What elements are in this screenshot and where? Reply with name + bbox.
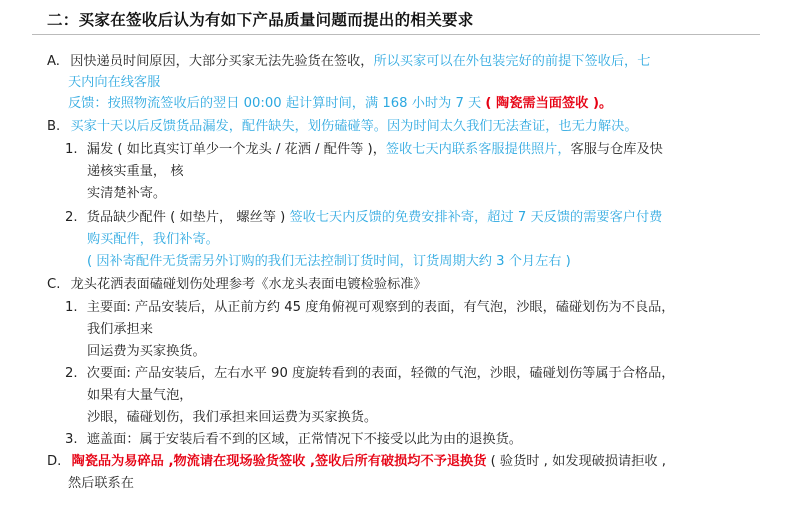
- clause-a-ceramic-note: ( 陶瓷需当面签收 ): [485, 96, 599, 111]
- clause-d-warning: 陶瓷品为易碎品 ,物流请在现场验货签收 ,签收后所有破损均不予退换货: [71, 454, 487, 469]
- clause-b-item2-line3: ( 因补寄配件无货需另外订购的我们无法控制订货时间，订货周期大约 3 个月左右 ): [87, 254, 571, 269]
- section-heading: 二：买家在签收后认为有如下产品质量问题而提出的相关要求: [47, 11, 474, 29]
- clause-b-item2-line1: [65, 208, 662, 228]
- clause-c-item2-text: 次要面: 产品安装后，左右水平 90 度旋转看到的表面，轻微的气泡，沙眼，磕碰划伤等属于合格品，: [86, 366, 675, 381]
- clause-c-item2-line3: 沙眼，磕碰划伤，我们承担来回运费为买家换货。: [87, 410, 378, 425]
- clause-c-item1-num: 1.: [65, 300, 78, 315]
- clause-b-item2-num: 2.: [65, 210, 78, 225]
- clause-b-item1-text2: 客服与仓库及快: [570, 142, 663, 157]
- clause-b-item2-line2: 购买配件，我们补寄。: [87, 232, 219, 247]
- heading-divider: [32, 34, 760, 35]
- clause-a-note: 所以买家可以在外包装完好的前提下签收后，七: [373, 54, 651, 69]
- clause-a-line2: 天内向在线客服: [68, 75, 161, 90]
- clause-b-item1-line1: [65, 140, 663, 160]
- clause-c-item3-num: 3.: [65, 432, 78, 447]
- clause-a-feedback: 反馈：按照物流签收后的翌日 00:00 起计算时间，满 168 小时为 7 天: [68, 96, 482, 111]
- clause-b-item2-text: 货品缺少配件 ( 如垫片， 螺丝等 ): [86, 210, 286, 225]
- clause-d-line1: [47, 452, 666, 472]
- clause-c-text: 龙头花洒表面磕碰划伤处理参考《水龙头表面电镀检验标准》: [70, 277, 427, 292]
- clause-c-item3-text: 遮盖面：属于安装后看不到的区域，正常情况下不接受以此为由的退换货。: [86, 432, 522, 447]
- clause-c-item2-line2: 如果有大量气泡，: [87, 388, 193, 403]
- clause-a-period: 。: [598, 96, 613, 111]
- clause-c-line: [47, 275, 427, 295]
- clause-d-note: ( 验货时 , 如发现破损请拒收 ,: [490, 454, 666, 469]
- clause-c-item1-line3: 回运费为买家换货。: [87, 344, 206, 359]
- clause-b-item1-line3: 实清楚补寄。: [87, 186, 167, 201]
- clause-c-marker: C.: [47, 277, 61, 292]
- clause-a-marker: A.: [47, 54, 60, 69]
- clause-d-marker: D.: [47, 454, 62, 469]
- clause-b-line: [47, 117, 638, 137]
- clause-b-item1-line2: 递核实重量， 核: [87, 164, 184, 179]
- clause-a-text: 因快递员时间原因，大部分买家无法先验货在签收，: [70, 54, 374, 69]
- clause-b-marker: B.: [47, 119, 61, 134]
- clause-b-item1-text: 漏发 ( 如比真实订单少一个龙头 / 花洒 / 配件等 )，: [86, 142, 386, 157]
- clause-c-item3-line1: [65, 430, 522, 450]
- clause-c-item1-line1: [65, 298, 674, 318]
- clause-b-text: 买家十天以后反馈货品漏发，配件缺失，划伤磕碰等。因为时间太久我们无法查证，也无力解决。: [70, 119, 638, 134]
- clause-c-item2-num: 2.: [65, 366, 78, 381]
- clause-c-item1-text: 主要面: 产品安装后，从正前方约 45 度角俯视可观察到的表面，有气泡，沙眼，磕碰划伤为不良品，: [86, 300, 675, 315]
- clause-b-item1-num: 1.: [65, 142, 78, 157]
- clause-a-line3: [68, 94, 612, 114]
- clause-d-line2: 然后联系在: [68, 476, 134, 491]
- clause-b-item1-note: 签收七天内联系客服提供照片，: [385, 142, 571, 157]
- clause-a-line1: [47, 52, 650, 72]
- clause-c-item1-line2: 我们承担来: [87, 322, 153, 337]
- clause-c-item2-line1: [65, 364, 674, 384]
- clause-b-item2-note: 签收七天内反馈的免费安排补寄，超过 7 天反馈的需要客户付费: [289, 210, 663, 225]
